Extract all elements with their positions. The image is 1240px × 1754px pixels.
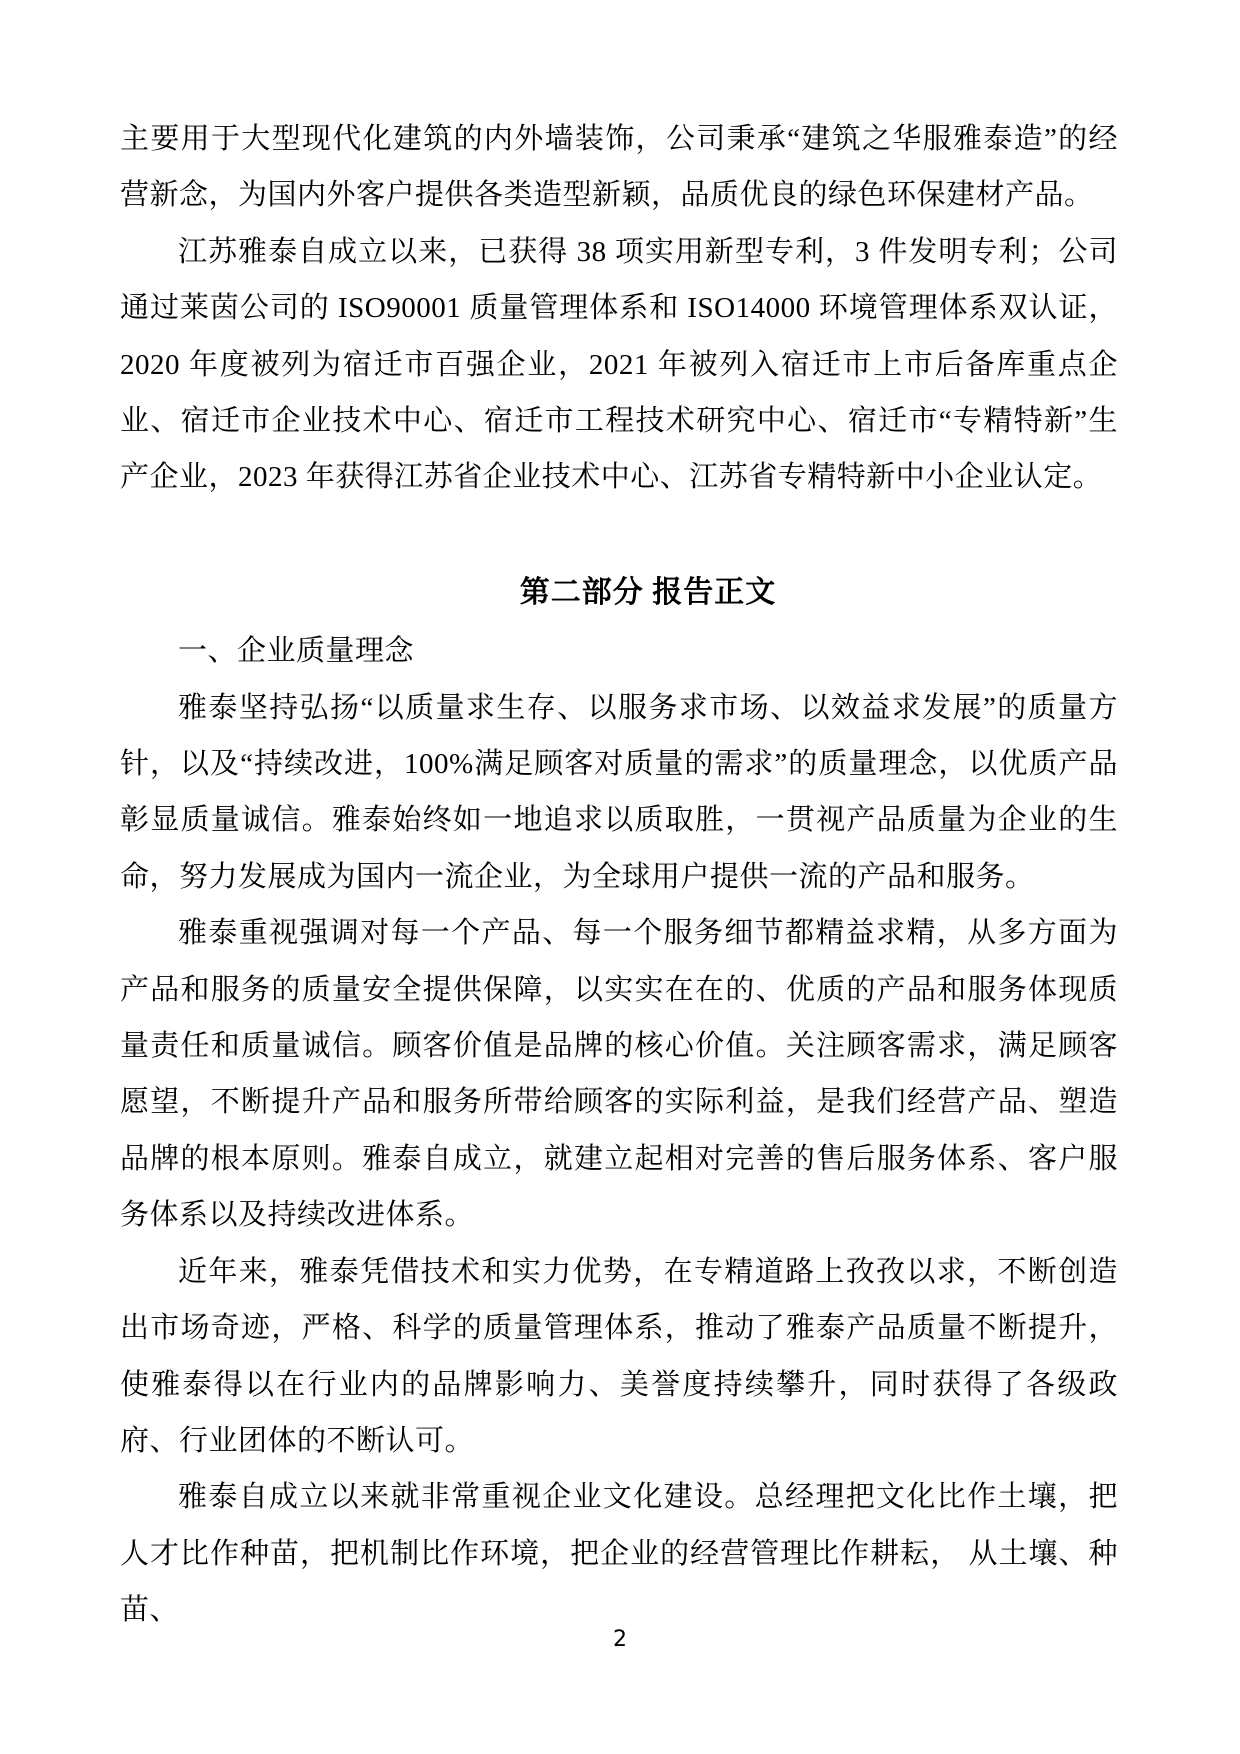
paragraph-continuation: 主要用于大型现代化建筑的内外墙装饰，公司秉承“建筑之华服雅泰造”的经营新念，为国内外客户提供各类造型新颖，品质优良的绿色环保建材产品。 — [120, 123, 1118, 212]
section-heading: 第二部分 报告正文 — [519, 576, 777, 610]
page-number: 2 — [613, 1627, 627, 1652]
paragraph-culture: 雅泰自成立以来就非常重视企业文化建设。总经理把文化比作土壤，把人才比作种苗，把机制比作环境，把企业的经营管理比作耕耘， 从土壤、种苗、 — [120, 1481, 1118, 1627]
paragraph-quality-policy: 雅泰坚持弘扬“以质量求生存、以服务求市场、以效益求发展”的质量方针，以及“持续改进，100%满足顾客对质量的需求”的质量理念，以优质产品彰显质量诚信。雅泰始终如一地追求以质取胜，一贯视产品质量为企业的生命，努力发展成为国内一流企业，为全球用户提供一流的产品和服务。 — [120, 691, 1118, 893]
page-content — [120, 111, 1118, 1639]
paragraph-recent-years: 近年来，雅泰凭借技术和实力优势，在专精道路上孜孜以求，不断创造出市场奇迹，严格、科学的质量管理体系，推动了雅泰产品质量不断提升，使雅泰得以在行业内的品牌影响力、美誉度持续攀升，同时获得了各级政府、行业团体的不断认可。 — [120, 1255, 1118, 1457]
page-footer — [0, 1627, 1240, 1652]
paragraph-company-honors: 江苏雅泰自成立以来，已获得 38 项实用新型专利，3 件发明专利；公司通过莱茵公司的 ISO90001 质量管理体系和 ISO14000 环境管理体系双认证，2020 年度被列为宿迁市百强企业，2021 年被列入宿迁市上市后备库重点企业、宿迁市企业技术中心、宿迁市工程技术研究中心、宿迁市“专精特新”生产企业，2023 年获得江苏省企业技术中心、江苏省专精特新中小企业认定。 — [120, 235, 1118, 494]
blank-line — [120, 506, 1118, 562]
subsection-title: 一、企业质量理念 — [178, 635, 415, 668]
paragraph-quality-commitment: 雅泰重视强调对每一个产品、每一个服务细节都精益求精，从多方面为产品和服务的质量安全提供保障，以实实在在的、优质的产品和服务体现质量责任和质量诚信。顾客价值是品牌的核心价值。关注顾客需求，满足顾客愿望，不断提升产品和服务所带给顾客的实际利益，是我们经营产品、塑造品牌的根本原则。雅泰自成立，就建立起相对完善的售后服务体系、客户服务体系以及持续改进体系。 — [120, 917, 1118, 1232]
